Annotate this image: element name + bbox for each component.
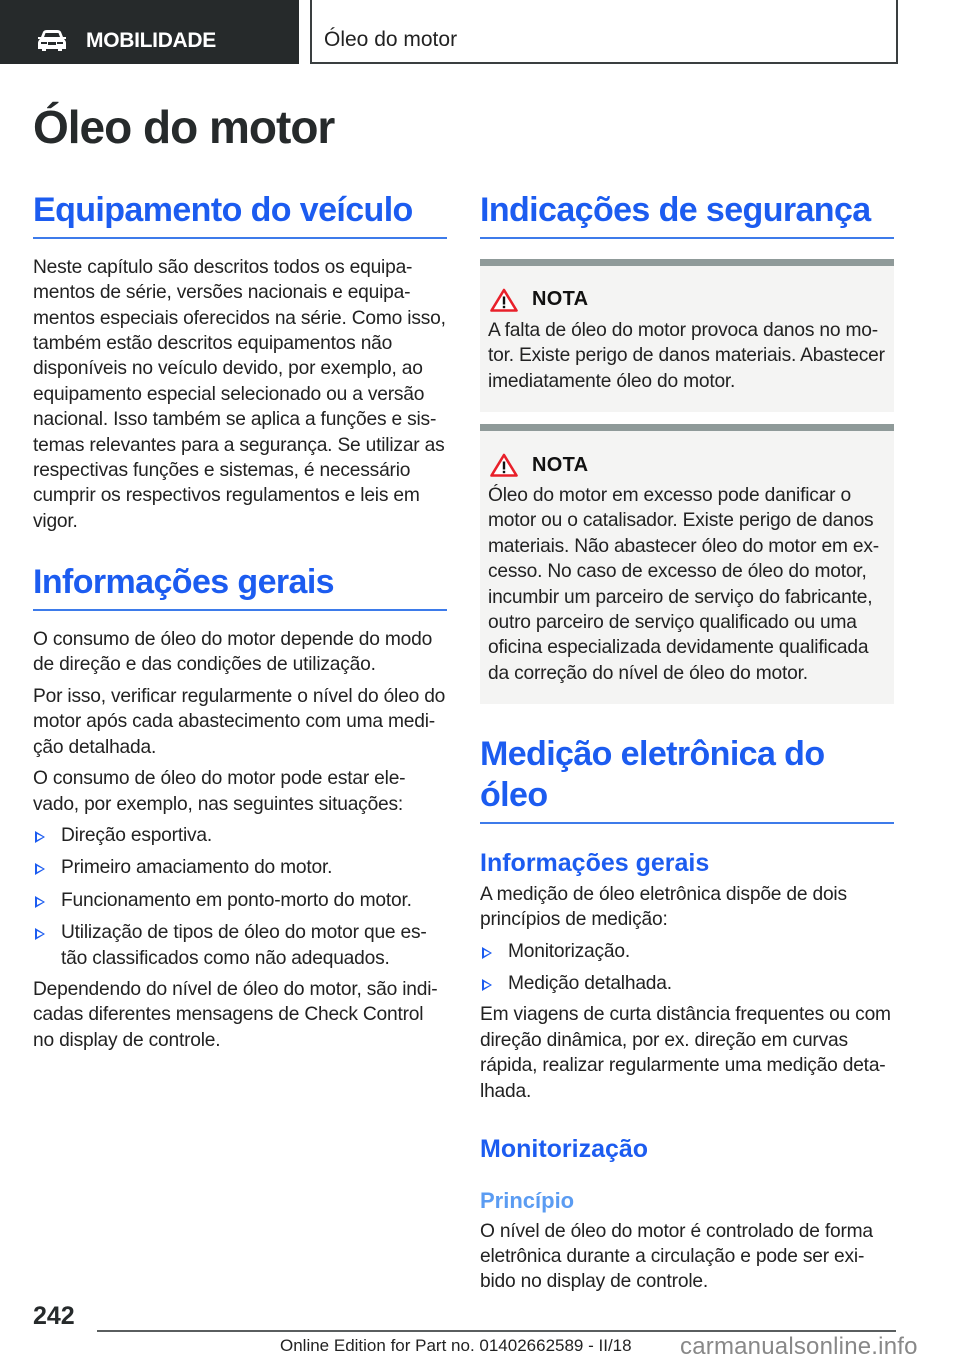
note-text: Óleo do motor em excesso pode danificar o motor ou o catalisador. Existe perigo de danos materiais. Não abastecer óleo do motor em ex-cesso. No caso de excesso de óleo do motor, incumbir um parceiro de serviço do fabricante, outro parceiro de serviço qualificado ou uma oficina especializada devidamente qualificada da correção do nível de óleo do motor.: [488, 485, 879, 684]
paragraph: O consumo de óleo do motor depende do modo de direção e das condições de utilização.: [33, 629, 433, 676]
car-icon: [36, 29, 68, 53]
page-number: 242: [33, 1302, 75, 1330]
paragraph: A medição de óleo eletrônica dispõe de dois princípios de medição:: [480, 883, 847, 931]
bullet-triangle-icon: [35, 831, 45, 843]
left-column: [33, 190, 447, 1053]
list-item: Funcionamento em ponto-morto do motor.: [33, 888, 447, 913]
section-label: MOBILIDADE: [86, 29, 216, 52]
heading-informacoes-gerais: Informações gerais: [33, 562, 447, 611]
paragraph: O nível de óleo do motor é controlado de forma eletrônica durante a circulação e pode ser exi-bido no display de controle.: [480, 1220, 873, 1293]
note-title: NOTA: [532, 453, 589, 476]
bullet-triangle-icon: [482, 979, 492, 991]
warning-note: [480, 259, 894, 412]
list-item: Utilização de tipos de óleo do motor que es-tão classificados como não adequados.: [33, 920, 447, 971]
paragraph: Dependendo do nível de óleo do motor, são indi-cadas diferentes mensagens de Check Control no display de controle.: [33, 978, 438, 1051]
watermark: carmanualsonline.info: [680, 1333, 918, 1360]
warning-note: [480, 424, 894, 704]
paragraph: Em viagens de curta distância frequentes ou com direção dinâmica, por ex. direção em curvas rápida, realizar regularmente uma medição deta-lhada.: [480, 1004, 891, 1102]
list-item: Monitorização.: [480, 939, 894, 964]
principles-list: [480, 939, 894, 997]
right-column: [480, 190, 894, 1295]
chapter-tab: [310, 0, 898, 64]
heading-medicao-eletronica: Medição eletrônica do óleo: [480, 734, 894, 824]
subheading-informacoes-gerais: Informações gerais: [480, 848, 710, 877]
note-title: NOTA: [532, 288, 589, 311]
list-item: Direção esportiva.: [33, 823, 447, 848]
page-title: Óleo do motor: [33, 101, 335, 153]
note-text: A falta de óleo do motor provoca danos no mo-tor. Existe perigo de danos materiais. Abastecer imediatamente óleo do motor.: [488, 319, 885, 392]
bullet-triangle-icon: [35, 863, 45, 875]
list-item: Medição detalhada.: [480, 971, 894, 996]
list-item: Primeiro amaciamento do motor.: [33, 855, 447, 880]
warning-triangle-icon: [490, 288, 518, 312]
paragraph: O consumo de óleo do motor pode estar ele-vado, por exemplo, nas seguintes situações:: [33, 768, 406, 815]
chapter-label: Óleo do motor: [324, 28, 458, 51]
warning-triangle-icon: [490, 453, 518, 477]
subheading-principio: Princípio: [480, 1188, 575, 1214]
footer-divider: [97, 1330, 896, 1332]
intro-paragraph: Neste capítulo são descritos todos os equipa-mentos de série, versões nacionais e equipa-mentos especiais oferecidos na série. Como isso, também estão descritos equipamentos não disponíveis no veículo devido, por exemplo, ao equipamento especial selecionado ou a versão nacional. Isso também se aplica a funções e sis-temas relevantes para a segurança. Se utilizar as respectivas funções e sistemas, é necessário cumprir os respectivos regulamentos e leis em vigor.: [33, 256, 446, 532]
bullet-triangle-icon: [35, 896, 45, 908]
paragraph: Por isso, verificar regularmente o nível do óleo do motor após cada abastecimento com uma medi-ção detalhada.: [33, 685, 446, 758]
section-tab: [0, 0, 299, 64]
situations-list: [33, 823, 447, 971]
edition-text: Online Edition for Part no. 01402662589 - II/18: [280, 1336, 632, 1355]
heading-seguranca: Indicações de segurança: [480, 190, 894, 239]
bullet-triangle-icon: [35, 928, 45, 940]
subheading-monitorizacao: Monitorização: [480, 1135, 649, 1164]
heading-equipamento: Equipamento do veículo: [33, 190, 447, 239]
bullet-triangle-icon: [482, 947, 492, 959]
